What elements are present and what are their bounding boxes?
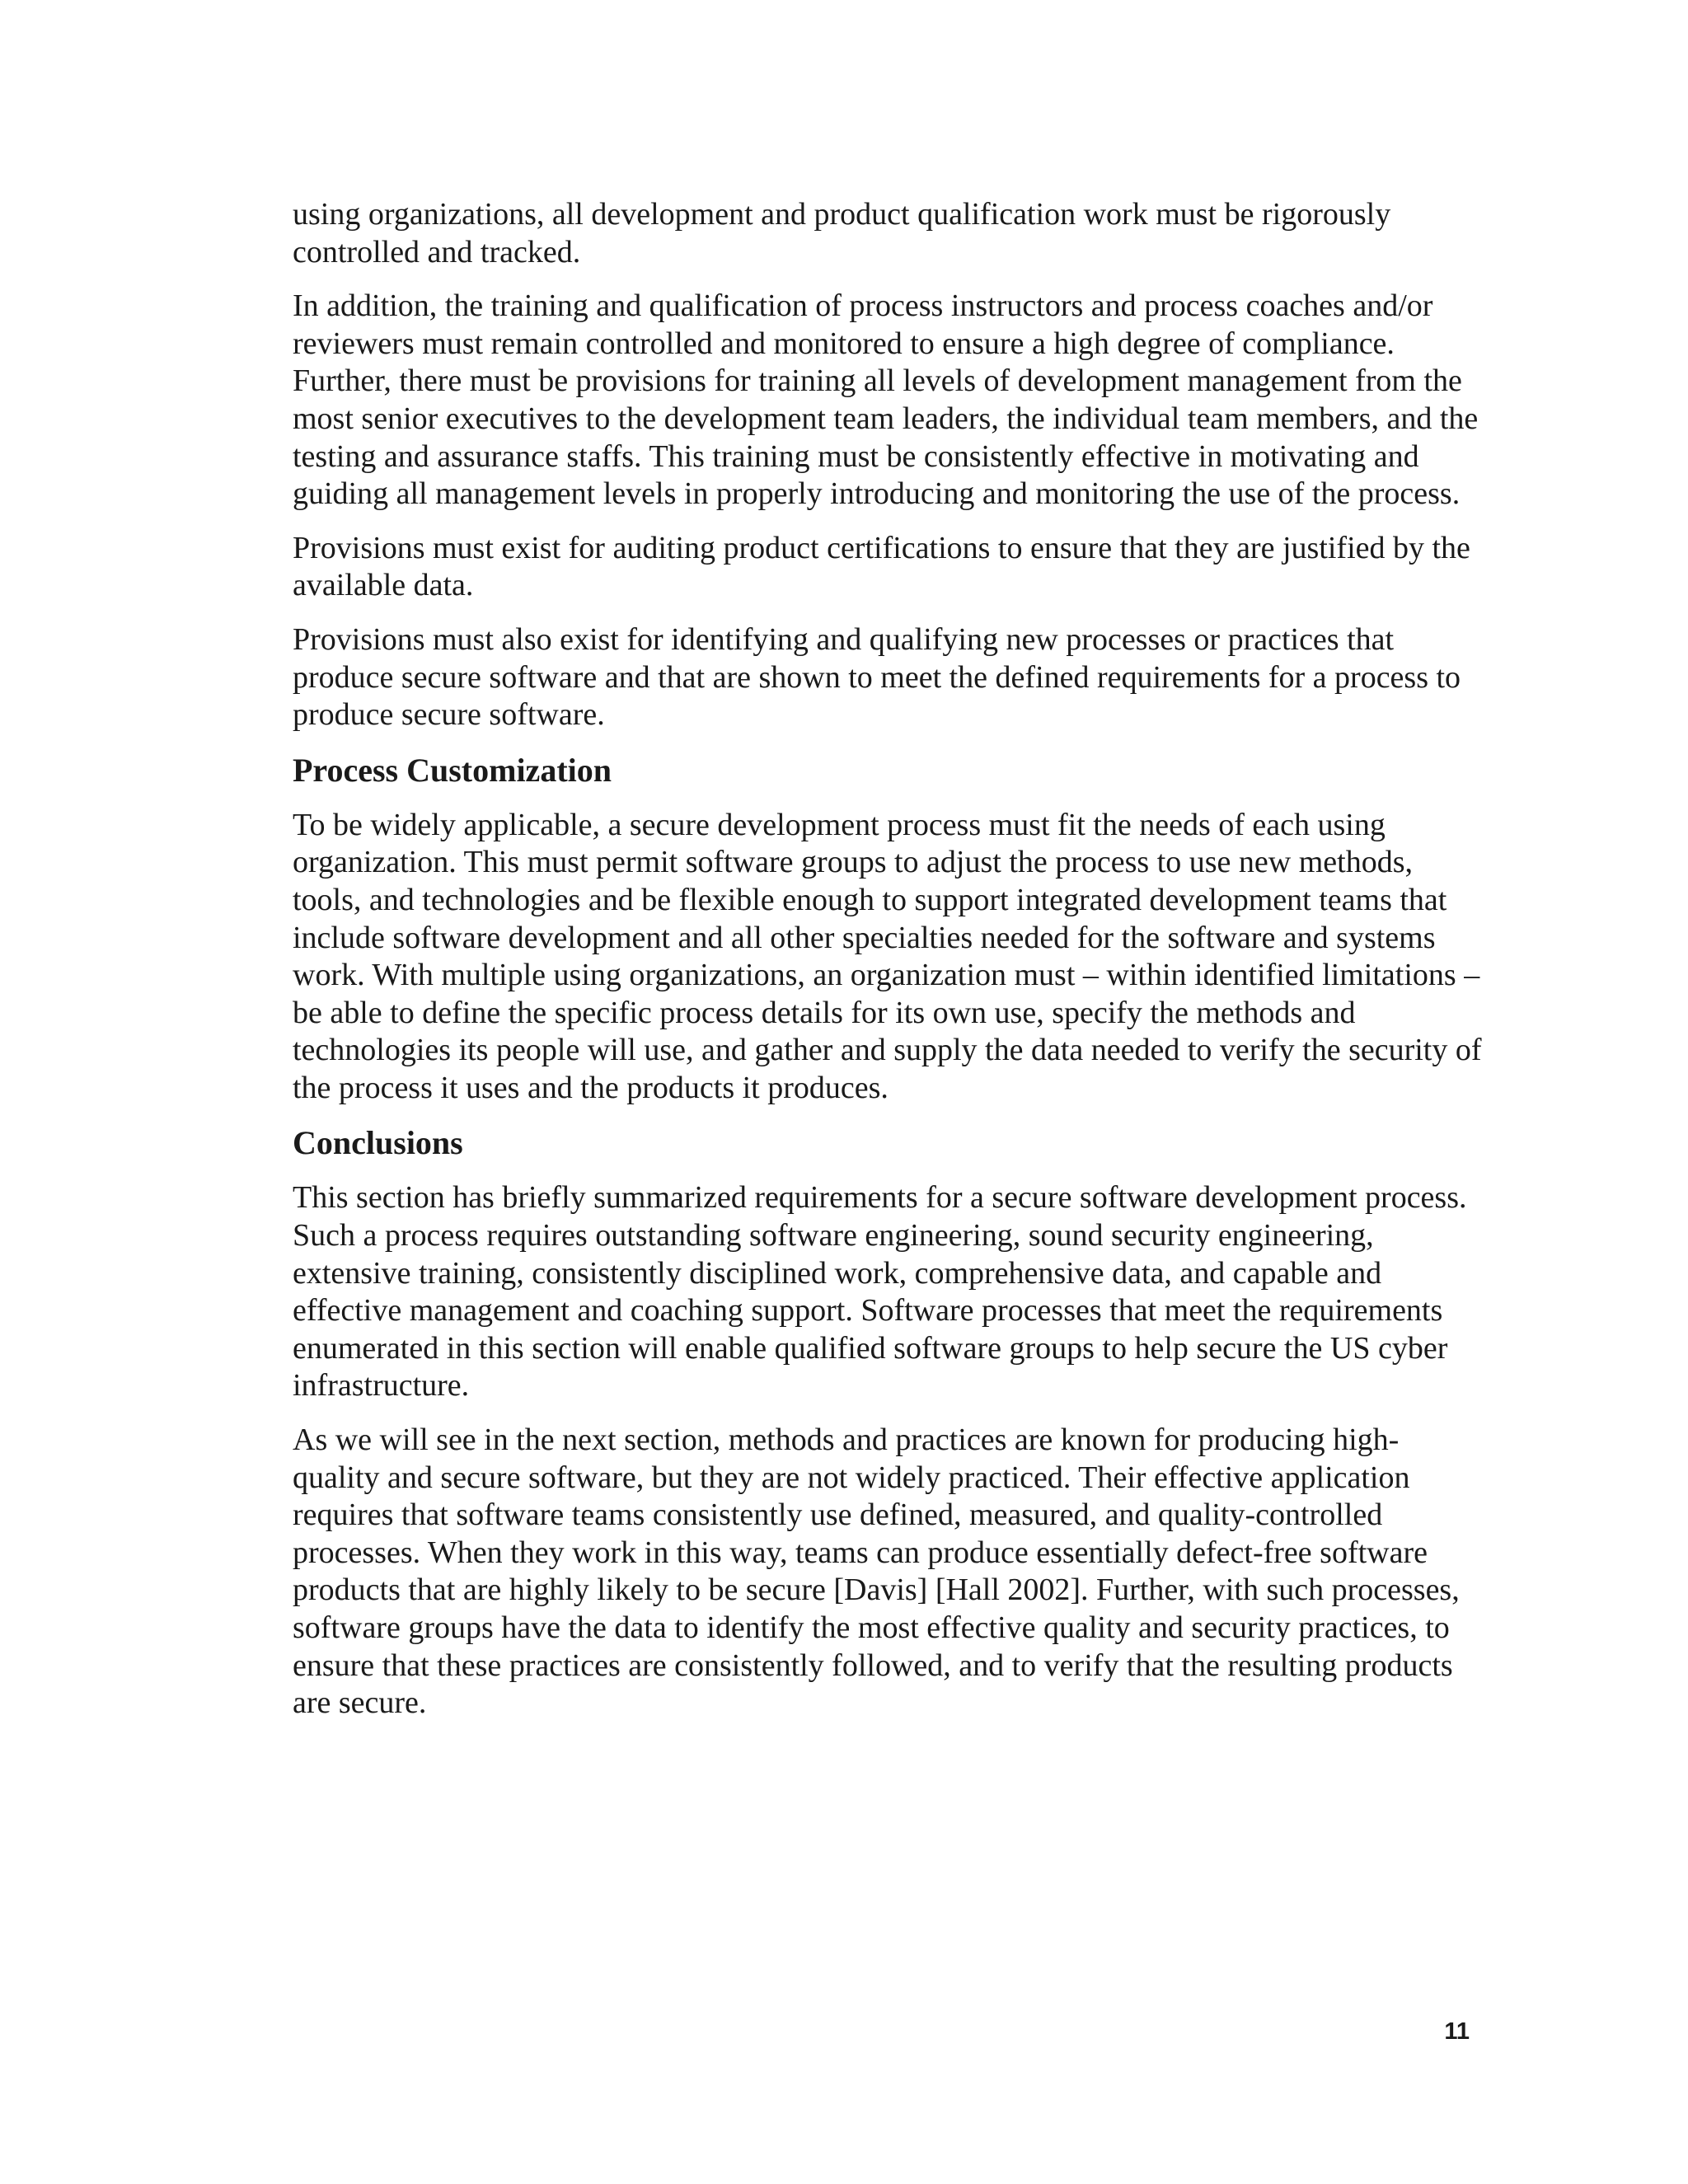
page-number: 11 (1444, 2018, 1470, 2045)
section-heading-conclusions: Conclusions (293, 1124, 463, 1162)
paragraph: To be widely applicable, a secure development process must fit the needs of each using organization. This must permit software groups to adjust the process to use new methods, tools, and technologies and be flexible enough to support integrated development teams that include software development and all other specialties needed for the software and systems work. With multiple using organizations, an organization must – within identified limitations – be able to define the specific process details for its own use, specify the methods and technologies its people will use, and gather and supply the data needed to verify the security of the process it uses and the products it produces. (293, 807, 1482, 1105)
paragraph: As we will see in the next section, methods and practices are known for producing high-quality and secure software, but they are not widely practiced. Their effective application requires that software teams consistently use defined, measured, and quality-controlled processes. When they work in this way, teams can produce essentially defect-free software products that are highly likely to be secure [Davis] [Hall 2002]. Further, with such processes, software groups have the data to identify the most effective quality and security practices, to ensure that these practices are consistently followed, and to verify that the resulting products are secure. (293, 1422, 1460, 1721)
paragraph: In addition, the training and qualification of process instructors and process coaches and/or reviewers must remain controlled and monitored to ensure a high degree of compliance. Further, there must be provisions for training all levels of development management from the most senior executives to the development team leaders, the individual team members, and the testing and assurance staffs. This training must be consistently effective in motivating and guiding all management levels in properly introducing and monitoring the use of the process. (293, 288, 1479, 512)
section-heading-process-customization: Process Customization (293, 751, 612, 789)
paragraph: using organizations, all development and product qualification work must be rigorously controlled and tracked. (293, 197, 1391, 269)
page-body (293, 196, 1484, 1739)
paragraph: This section has briefly summarized requirements for a secure software development process. Such a process requires outstanding software engineering, sound security engineering, extensive training, consistently disciplined work, comprehensive data, and capable and effective management and coaching support. Software processes that meet the requirements enumerated in this section will enable qualified software groups to help secure the US cyber infrastructure. (293, 1180, 1467, 1404)
paragraph: Provisions must exist for auditing product certifications to ensure that they are justified by the available data. (293, 530, 1470, 603)
paragraph: Provisions must also exist for identifying and qualifying new processes or practices that produce secure software and that are shown to meet the defined requirements for a process to produce secure software. (293, 621, 1461, 733)
